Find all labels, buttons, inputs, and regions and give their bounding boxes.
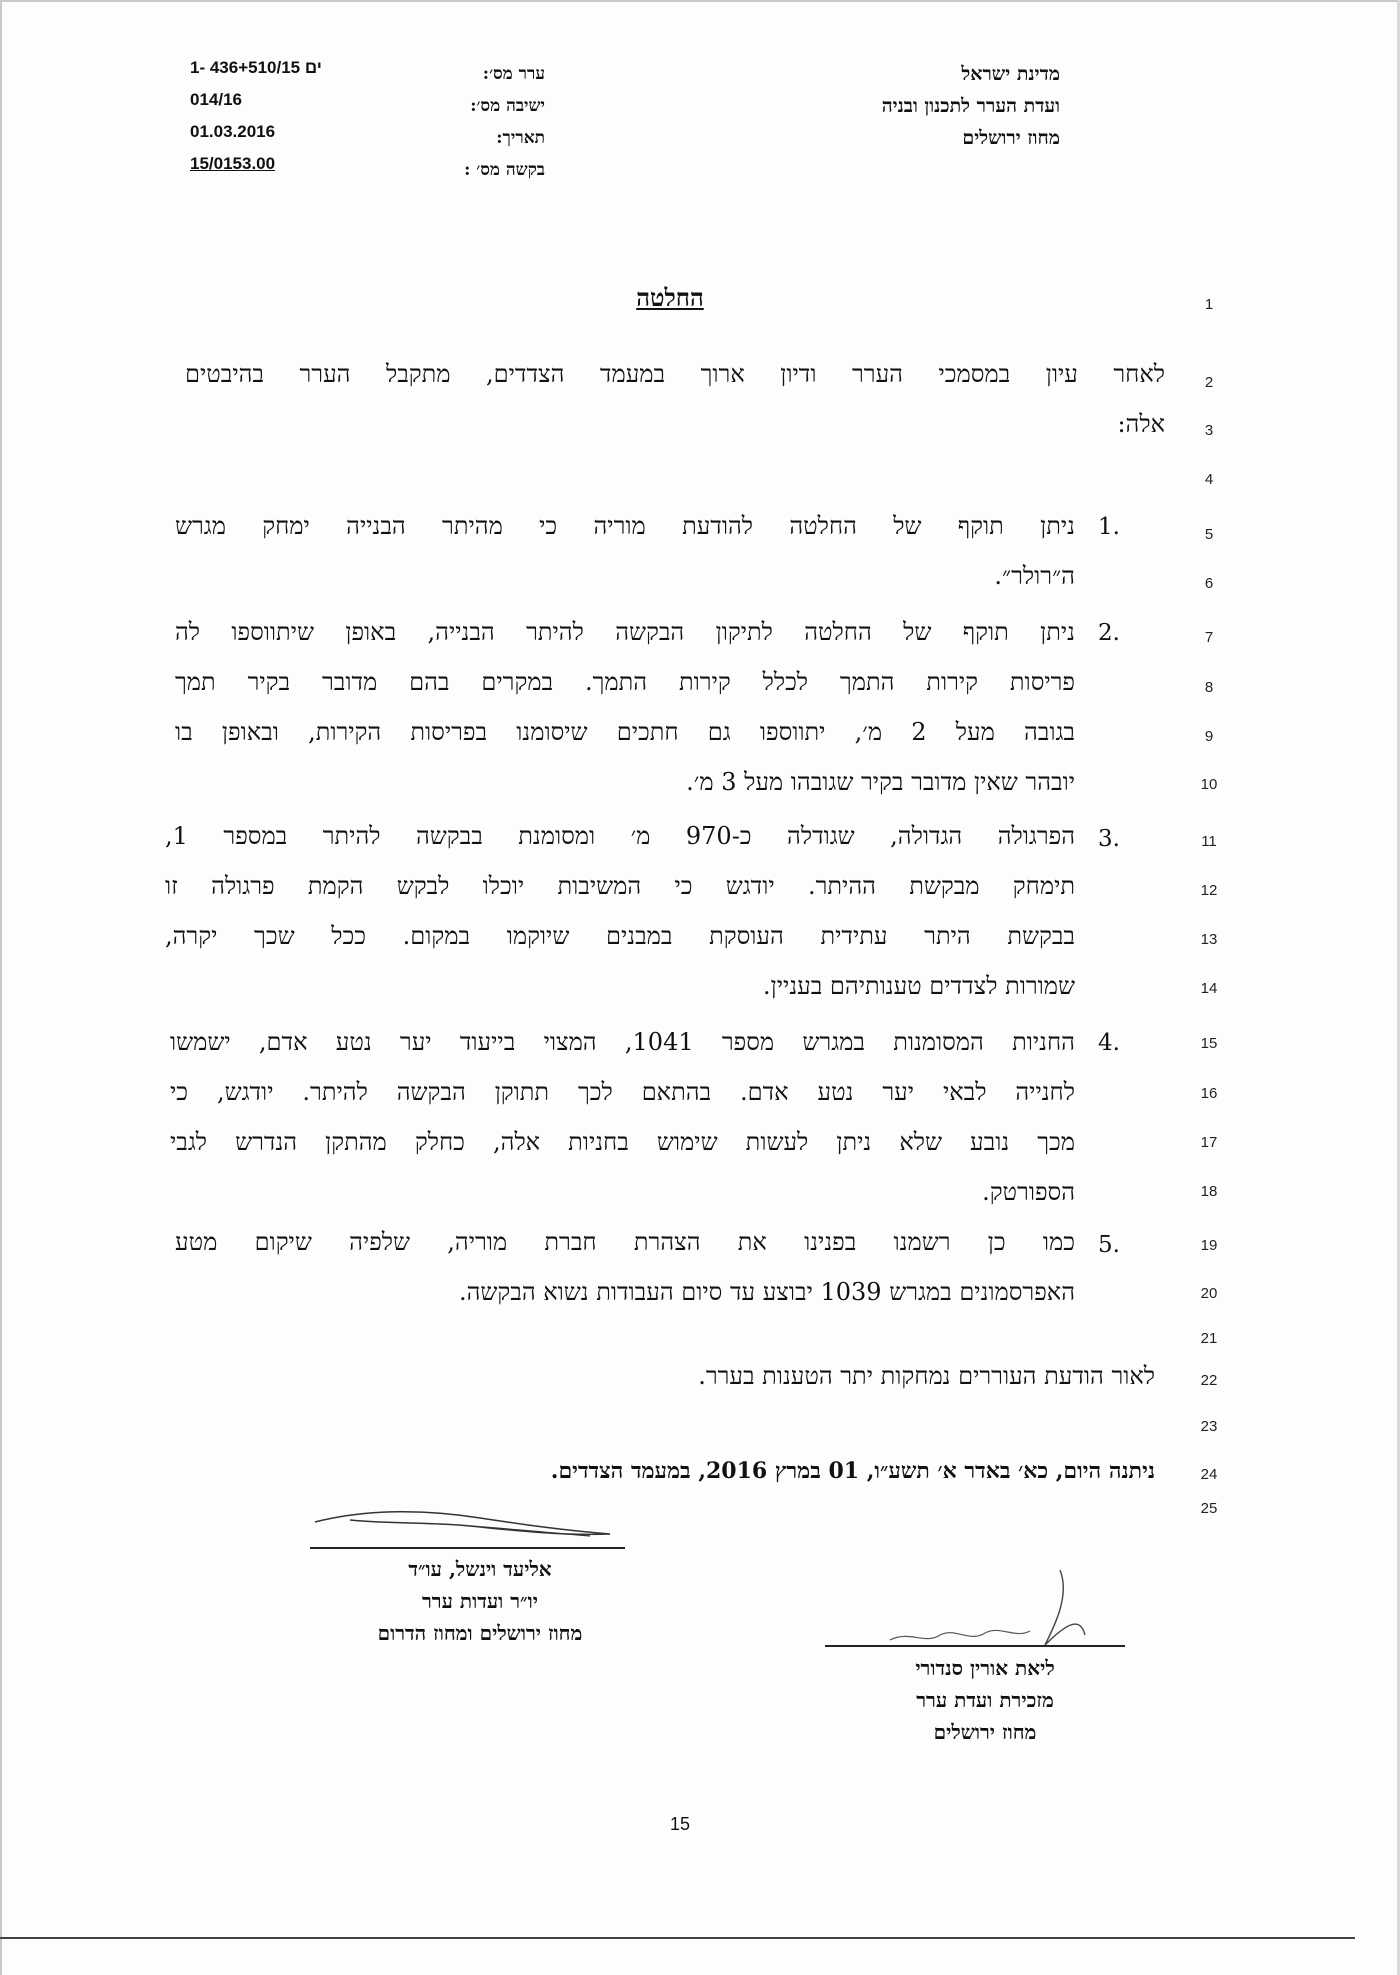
line-number: 13 xyxy=(1200,931,1218,948)
line-number: 8 xyxy=(1204,679,1214,696)
line-number: 9 xyxy=(1204,728,1214,745)
line-number: 4 xyxy=(1204,471,1214,488)
case-field-values xyxy=(190,52,365,180)
signature-block-right xyxy=(850,1652,1120,1748)
intro-line: אלה: xyxy=(1117,410,1165,438)
signature-line-right xyxy=(825,1645,1125,1647)
case-field-labels xyxy=(375,58,545,186)
line-number: 25 xyxy=(1200,1500,1218,1517)
item-line: ניתן תוקף של החלטה לתיקון הבקשה להיתר הבנייה, באופן שיתווספו לה xyxy=(175,618,1075,646)
line-number: 12 xyxy=(1200,882,1218,899)
line-number: 19 xyxy=(1200,1237,1218,1254)
line-number: 17 xyxy=(1200,1134,1218,1151)
item-line: האפרסמונים במגרש 1039 יבוצע עד סיום העבודות נשוא הבקשה. xyxy=(458,1278,1075,1306)
field-value-request: 15/0153.00 xyxy=(190,154,276,173)
line-number: 11 xyxy=(1201,833,1217,850)
line-number: 5 xyxy=(1204,526,1214,543)
item-number: 1. xyxy=(1098,514,1120,540)
line-number: 3 xyxy=(1204,422,1214,439)
signer-district-right: מחוז ירושלים xyxy=(933,1720,1037,1744)
item-line: יובהר שאין מדובר בקיר שגובהו מעל 3 מ׳. xyxy=(686,768,1075,796)
given-date-line: ניתנה היום, כא׳ באדר א׳ תשע״ו, 01 במרץ 2016, במעמד הצדדים. xyxy=(550,1458,1155,1484)
item-number: 5. xyxy=(1098,1232,1120,1258)
org-line-country: מדינת ישראל xyxy=(961,63,1060,85)
signer-name-right: ליאת אורין סנדורי xyxy=(915,1656,1055,1680)
line-number: 1 xyxy=(1204,296,1214,313)
item-line: לחנייה לבאי יער נטע אדם. בהתאם לכך תתוקן הבקשה להיתר. יודגש, כי xyxy=(170,1078,1075,1106)
signature-scribble-left xyxy=(310,1500,630,1550)
line-number: 7 xyxy=(1204,629,1214,646)
bottom-rule xyxy=(0,1937,1355,1939)
line-number: 21 xyxy=(1200,1330,1218,1347)
field-value-date: 01.03.2016 xyxy=(190,122,276,141)
line-number: 14 xyxy=(1200,980,1218,997)
item-line: ניתן תוקף של החלטה להודעת מוריה כי מהיתר הבנייה ימחק מגרש xyxy=(175,512,1075,540)
item-line: שמורות לצדדים טענותיהם בעניין. xyxy=(763,972,1075,1000)
frame-top xyxy=(0,0,1400,2)
item-line: כמו כן רשמנו בפנינו את הצהרת חברת מוריה, שלפיה שיקום מטע xyxy=(175,1228,1075,1256)
org-line-district: מחוז ירושלים xyxy=(962,127,1060,149)
item-line: תימחק מבקשת ההיתר. יודגש כי המשיבות יוכלו לבקש הקמת פרגולה זו xyxy=(165,872,1075,900)
item-line: הספורטק. xyxy=(982,1178,1075,1206)
field-value-appeal: 1- 436+510/15 ים xyxy=(190,58,322,77)
line-number: 22 xyxy=(1200,1372,1218,1389)
item-line: החניות המסומנות במגרש מספר 1041, המצוי בייעוד יער נטע אדם, ישמשו xyxy=(170,1028,1075,1056)
field-label-appeal: ערר מס׳: xyxy=(482,64,545,84)
signature-scribble-right xyxy=(880,1565,1120,1655)
line-number: 10 xyxy=(1200,776,1218,793)
field-value-session: 014/16 xyxy=(190,90,242,109)
item-line: פריסות קירות התמך לכלל קירות התמך. במקרים בהם מדובר בקיר תמך xyxy=(175,668,1075,696)
field-label-session: ישיבה מס׳: xyxy=(470,96,545,116)
item-number: 3. xyxy=(1098,826,1120,852)
signature-line-left xyxy=(310,1547,625,1549)
item-line: מכך נובע שלא ניתן לעשות שימוש בחניות אלה, כחלק מהתקן הנדרש לגבי xyxy=(170,1128,1075,1156)
intro-line: לאחר עיון במסמכי הערר ודיון ארוך במעמד הצדדים, מתקבל הערר בהיבטים xyxy=(185,360,1165,388)
signer-title-right: מזכירת ועדת ערר xyxy=(916,1688,1054,1712)
line-number: 23 xyxy=(1200,1418,1218,1435)
item-number: 2. xyxy=(1098,620,1120,646)
item-line: הפרגולה הגדולה, שגודלה כ-970 מ׳ ומסומנת בבקשה להיתר במספר 1, xyxy=(165,822,1075,850)
line-number: 24 xyxy=(1200,1466,1218,1483)
item-number: 4. xyxy=(1098,1030,1120,1056)
line-number: 16 xyxy=(1200,1085,1218,1102)
decision-title: החלטה xyxy=(636,283,704,312)
page-number: 15 xyxy=(669,1814,691,1834)
frame-left xyxy=(0,0,2,1975)
field-label-date: תאריך: xyxy=(496,128,545,148)
signer-district-left: מחוז ירושלים ומחוז הדרום xyxy=(377,1621,583,1645)
field-label-request: בקשה מס׳ : xyxy=(464,160,545,180)
line-number: 2 xyxy=(1204,374,1214,391)
item-line: בגובה מעל 2 מ׳, יתווספו גם חתכים שיסומנו בפריסות הקירות, ובאופן בו xyxy=(175,718,1075,746)
signer-title-left: יו״ר ועדות ערר xyxy=(421,1589,539,1613)
line-number: 18 xyxy=(1200,1183,1218,1200)
item-line: ה״רולר״. xyxy=(994,562,1075,590)
signature-block-left xyxy=(310,1553,650,1649)
line-number: 20 xyxy=(1200,1285,1218,1302)
org-line-committee: ועדת הערר לתכנון ובניה xyxy=(881,95,1060,117)
item-line: בבקשת היתר עתידית העוסקת במבנים שיוקמו במקום. ככל שכך יקרה, xyxy=(165,922,1075,950)
line-number: 6 xyxy=(1204,575,1214,592)
org-header xyxy=(700,58,1060,154)
closing-line: לאור הודעת העוררים נמחקות יתר הטענות בערר. xyxy=(698,1362,1155,1390)
line-number: 15 xyxy=(1200,1035,1218,1052)
signer-name-left: אליעד וינשל, עו״ד xyxy=(408,1557,552,1581)
